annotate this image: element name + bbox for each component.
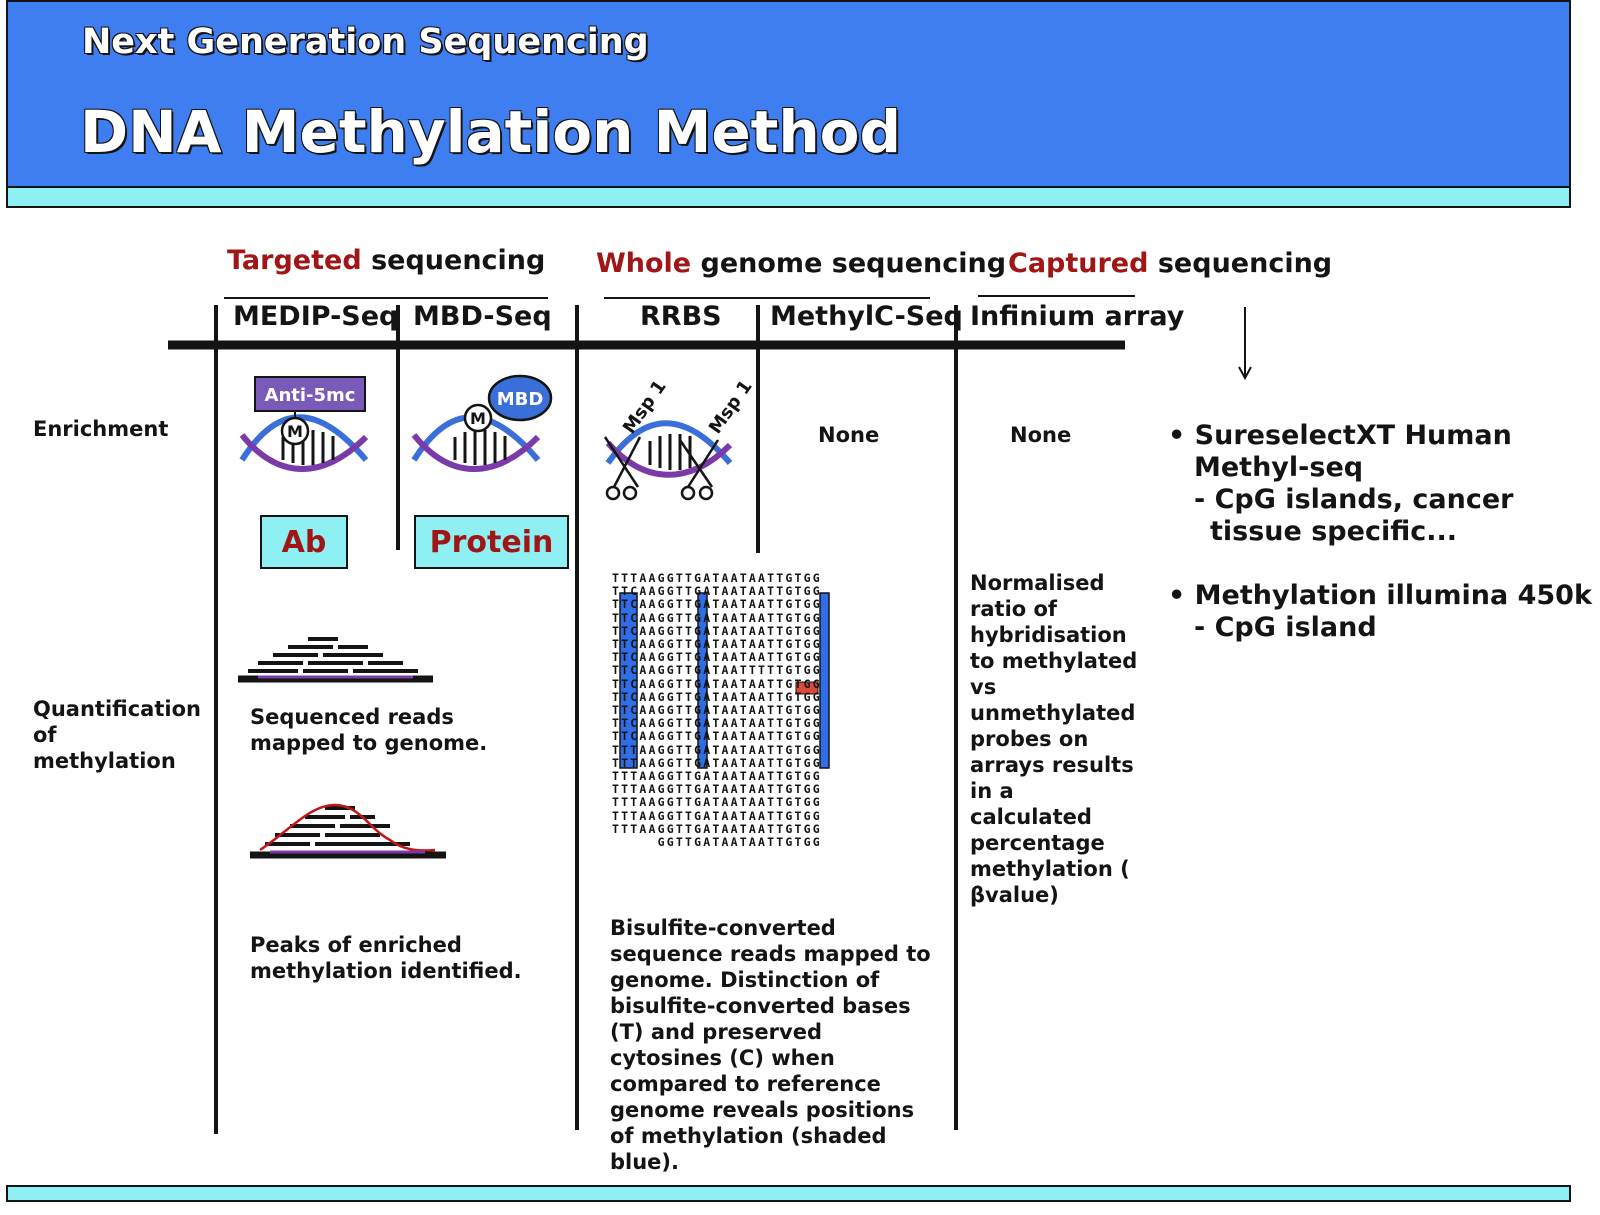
sequence-read: TTTAAGGTTGATAATAATTGTGG <box>612 808 822 823</box>
group-targeted: Targeted sequencing <box>227 245 546 276</box>
methylation-peaks-illustration <box>250 800 450 862</box>
captured-bullet-cont: Methyl-seq <box>1194 452 1364 483</box>
sequence-read: TTCAAGGTTGATAATAATTGTGG <box>612 716 822 731</box>
col-medip-seq: MEDIP-Seq <box>233 301 399 332</box>
medip-dna-illustration <box>238 375 378 480</box>
captured-item-sureselect <box>1168 420 1513 548</box>
msp1-label-right: Msp 1 <box>704 376 757 438</box>
sequence-read: TTCAAGGTTGATAATAATTGTGG <box>612 676 822 691</box>
mbd-dna-illustration <box>410 372 560 480</box>
row-label-enrichment: Enrichment <box>33 417 169 441</box>
methyl-mark: M <box>470 409 486 428</box>
ab-box: Ab <box>260 515 348 569</box>
sequence-read: TTCAAGGTTGATAATAATTGTGG <box>612 650 822 665</box>
infinium-quantification: Normalised ratio of hybridisation to methylated vs unmethylated probes on arrays results in a calculated percentage methylation ( βvalue) <box>970 571 1138 907</box>
row-label-quantification: Quantification of methylation <box>33 697 201 773</box>
col-mbd-seq: MBD-Seq <box>413 301 552 332</box>
sequence-read: TTCAAGGTTGATAATAATTGTGG <box>612 584 822 599</box>
captured-bullet: • SureselectXT Human <box>1168 420 1512 451</box>
group-whole-genome: Whole genome sequencing <box>596 248 1007 279</box>
sequence-read: TTTAAGGTTGATAATAATTGTGG <box>612 821 822 836</box>
captured-sub-item: tissue specific... <box>1210 516 1457 547</box>
footer-strip <box>6 1185 1571 1202</box>
sequence-read: TTCAAGGTTGATAATAATTGTGG <box>612 623 822 638</box>
anti-5mc-label: Anti-5mc <box>264 385 356 406</box>
msp1-label-left: Msp 1 <box>618 376 671 438</box>
group-captured: Captured sequencing <box>1008 248 1333 279</box>
bisulfite-caption: Bisulfite-converted sequence reads mapped to genome. Distinction of bisulfite-converted bases (T) and preserved cytosines (C) when compared to reference genome reveals positions of methylation (shaded blue). <box>610 916 931 1174</box>
col-infinium-array: Infinium array <box>970 301 1185 332</box>
captured-sub-item: - CpG island <box>1194 612 1377 643</box>
sequence-read: TTTAAGGTTGATAATAATTGTGG <box>612 742 822 757</box>
sequence-read: TTCAAGGTTGATAATAATTGTGG <box>612 729 822 744</box>
page-title: DNA Methylation Method <box>80 98 902 166</box>
sequence-read: TTTAAGGTTGATAATAATTGTGG <box>612 571 822 585</box>
sequence-read: GGTTGATAATAATTGTGG <box>612 835 822 850</box>
sequence-read: TTCAAGGTTGATAATAATTGTGG <box>612 637 822 652</box>
infinium-enrichment-none: None <box>1010 423 1072 447</box>
rrbs-msp1-illustration <box>600 375 760 510</box>
protein-box: Protein <box>414 515 569 569</box>
reads-caption: Sequenced reads mapped to genome. <box>250 705 488 755</box>
methylc-enrichment-none: None <box>818 423 880 447</box>
sequence-read: TTTAAGGTTGATAATAATTGTGG <box>612 755 822 770</box>
sequence-read: TTCAAGGTTGATAATAATTGTGG <box>612 703 822 718</box>
sequence-read: TTCAAGGTTGATAATAATTGTGG <box>612 689 822 704</box>
peaks-caption: Peaks of enriched methylation identified. <box>250 933 522 983</box>
sequence-read: TTCAAGGTTGATAATTTTTGTGG <box>612 663 822 678</box>
sequence-read: TTCAAGGTTGATAATAATTGTGG <box>612 610 822 625</box>
sequence-read: TTCAAGGTTGATAATAATTGTGG <box>612 597 822 612</box>
captured-bullet: • Methylation illumina 450k <box>1168 580 1592 611</box>
sequence-read: TTTAAGGTTGATAATAATTGTGG <box>612 795 822 810</box>
header-subtitle: Next Generation Sequencing <box>82 22 649 62</box>
captured-sub-item: - CpG islands, cancer <box>1194 484 1514 515</box>
captured-item-illumina <box>1168 580 1592 644</box>
sequenced-reads-illustration <box>238 635 438 690</box>
rrbs-sequence-alignment <box>612 572 822 849</box>
col-methylc-seq: MethylC-Seq <box>770 301 963 332</box>
methyl-mark: M <box>287 422 303 441</box>
mbd-label: MBD <box>496 389 544 410</box>
col-rrbs: RRBS <box>640 301 722 332</box>
sequence-read: TTTAAGGTTGATAATAATTGTGG <box>612 782 822 797</box>
sequence-read: TTTAAGGTTGATAATAATTGTGG <box>612 769 822 784</box>
